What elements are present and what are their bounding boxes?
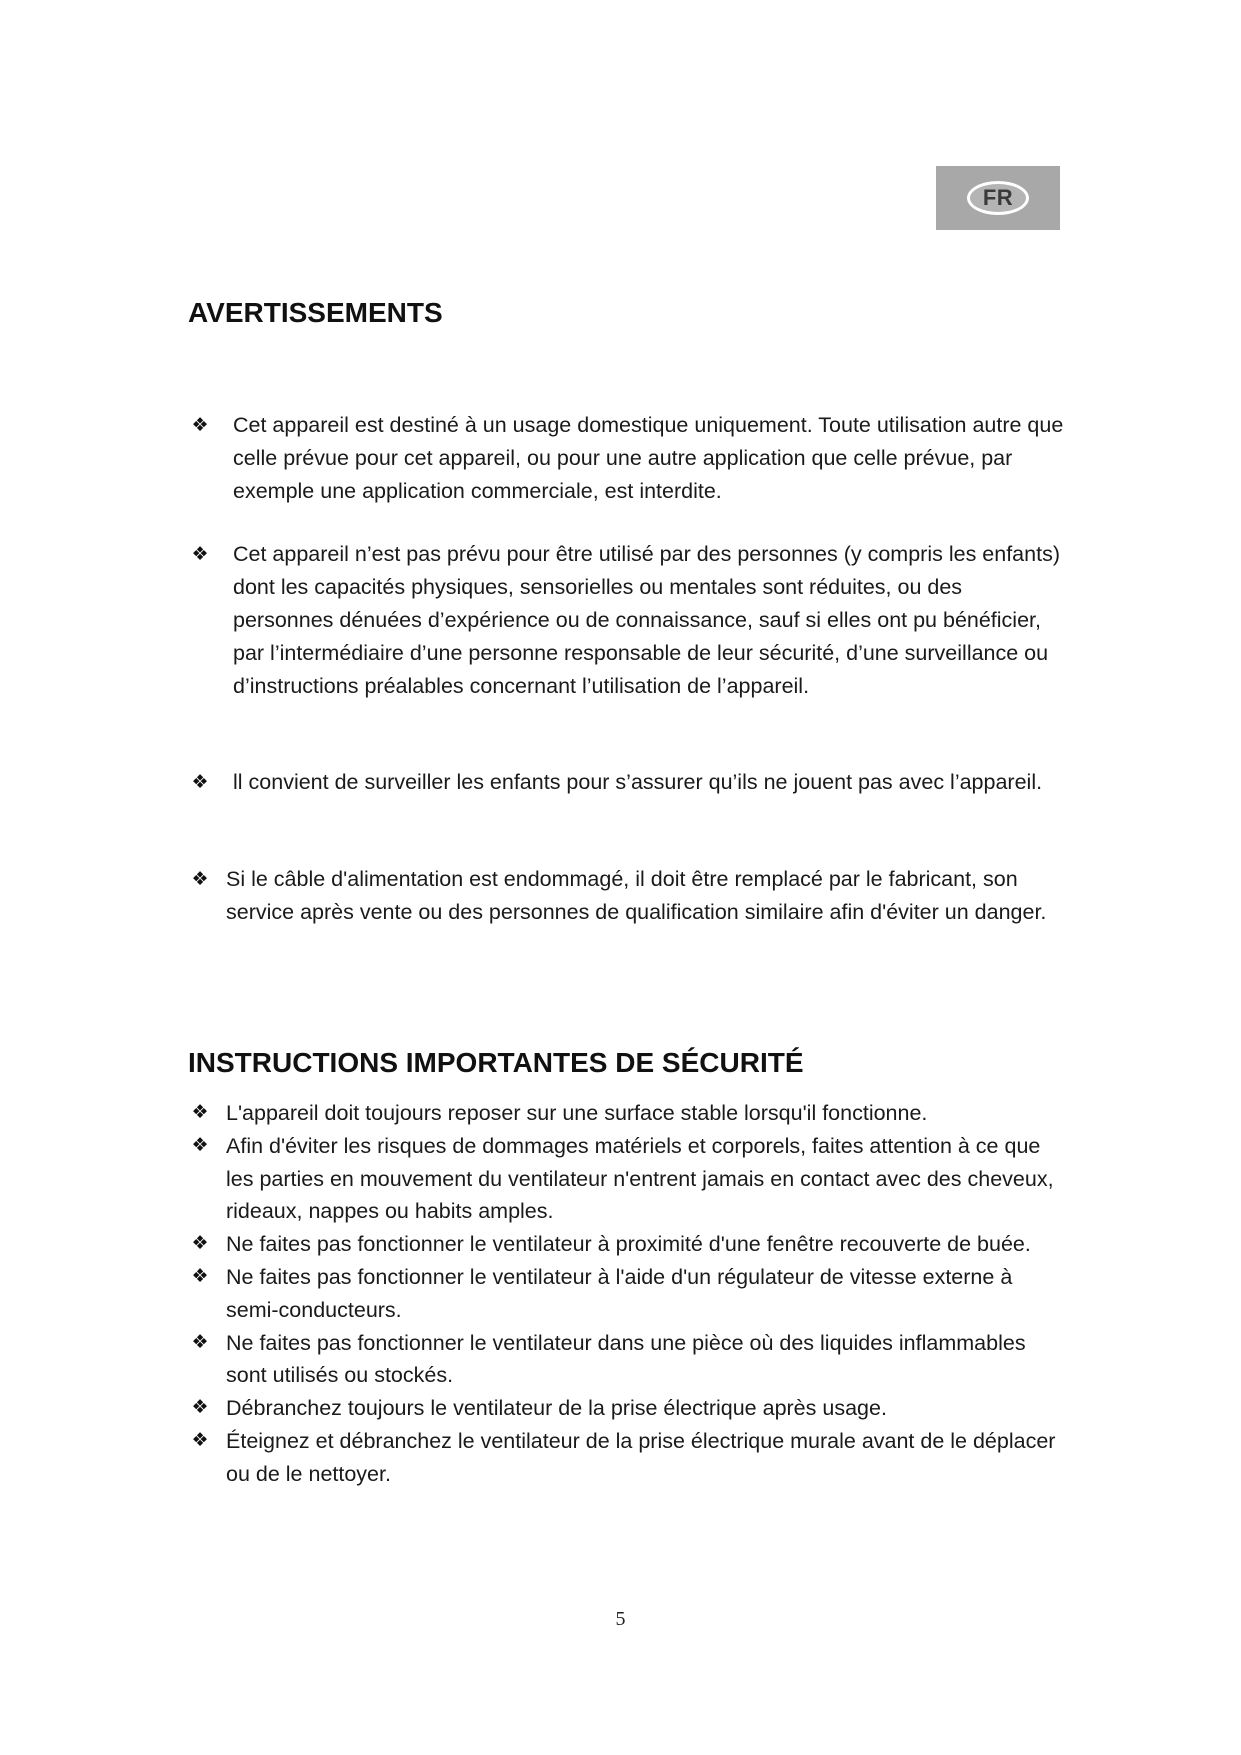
diamond-bullet-icon: ❖ <box>191 1265 209 1287</box>
warning-item <box>188 766 1068 799</box>
warning-text: Si le câble d'alimentation est endommagé, il doit être remplacé par le fabricant, son service après vente ou des personnes de qualification similaire afin d'éviter un danger. <box>226 867 1047 924</box>
instruction-text: Ne faites pas fonctionner le ventilateur à proximité d'une fenêtre recouverte de buée. <box>226 1232 1031 1257</box>
diamond-bullet-icon: ❖ <box>191 544 209 565</box>
diamond-bullet-icon: ❖ <box>191 1102 209 1123</box>
diamond-bullet-icon: ❖ <box>191 1134 209 1156</box>
list-item <box>188 1392 1068 1425</box>
list-item <box>188 1130 1068 1228</box>
list-item <box>188 1228 1068 1261</box>
language-badge-label: FR <box>982 185 1014 210</box>
instruction-text: Ne faites pas fonctionner le ventilateur à l'aide d'un régulateur de vitesse externe à semi-conducteurs. <box>226 1264 1013 1322</box>
language-badge-oval <box>967 181 1029 215</box>
instruction-text: Éteignez et débranchez le ventilateur de la prise électrique murale avant de le déplacer ou de le nettoyer. <box>226 1428 1056 1486</box>
warning-text: Cet appareil est destiné à un usage domestique uniquement. Toute utilisation autre que celle prévue pour cet appareil, ou pour une autre application que celle prévue, par exemple une application commerciale, est interdite. <box>233 413 1064 503</box>
list-item <box>188 1097 1068 1130</box>
diamond-bullet-icon: ❖ <box>191 1331 209 1353</box>
warnings-title: AVERTISSEMENTS <box>188 297 443 328</box>
instruction-text: L'appareil doit toujours reposer sur une surface stable lorsqu'il fonctionne. <box>226 1101 928 1125</box>
diamond-bullet-icon: ❖ <box>191 1233 209 1255</box>
list-item <box>188 1261 1068 1327</box>
warning-text: ll convient de surveiller les enfants pour s’assurer qu’ils ne jouent pas avec l’appareil. <box>233 770 1043 794</box>
diamond-bullet-icon: ❖ <box>191 1429 209 1451</box>
safety-instructions-list <box>188 1097 1068 1491</box>
warning-item <box>188 538 1068 703</box>
diamond-bullet-icon: ❖ <box>191 869 209 890</box>
instruction-text: Débranchez toujours le ventilateur de la prise électrique après usage. <box>226 1396 887 1421</box>
list-item <box>188 1425 1068 1491</box>
instruction-text: Ne faites pas fonctionner le ventilateur dans une pièce où des liquides inflammables sont utilisés ou stockés. <box>226 1330 1026 1388</box>
list-item <box>188 1327 1068 1393</box>
instruction-text: Afin d'éviter les risques de dommages matériels et corporels, faites attention à ce que les parties en mouvement du ventilateur n'entrent jamais en contact avec des cheveux, rideaux, nappes ou habits amples. <box>226 1133 1054 1224</box>
warning-item <box>188 863 1068 929</box>
language-badge <box>936 166 1060 230</box>
diamond-bullet-icon: ❖ <box>191 1397 209 1419</box>
diamond-bullet-icon: ❖ <box>191 772 209 793</box>
warning-text: Cet appareil n’est pas prévu pour être utilisé par des personnes (y compris les enfants) dont les capacités physiques, sensorielles ou mentales sont réduites, ou des personnes dénuées d’expérience ou de connaissance, sauf si elles ont pu bénéficier, par l’intermédiaire d’une personne responsable de leur sécurité, d’une surveillance ou d’instructions préalables concernant l’utilisation de l’appareil. <box>233 542 1060 698</box>
safety-instructions-title: INSTRUCTIONS IMPORTANTES DE SÉCURITÉ <box>188 1047 804 1078</box>
page-number: 5 <box>615 1608 626 1630</box>
diamond-bullet-icon: ❖ <box>191 415 209 436</box>
warning-item <box>188 409 1068 508</box>
